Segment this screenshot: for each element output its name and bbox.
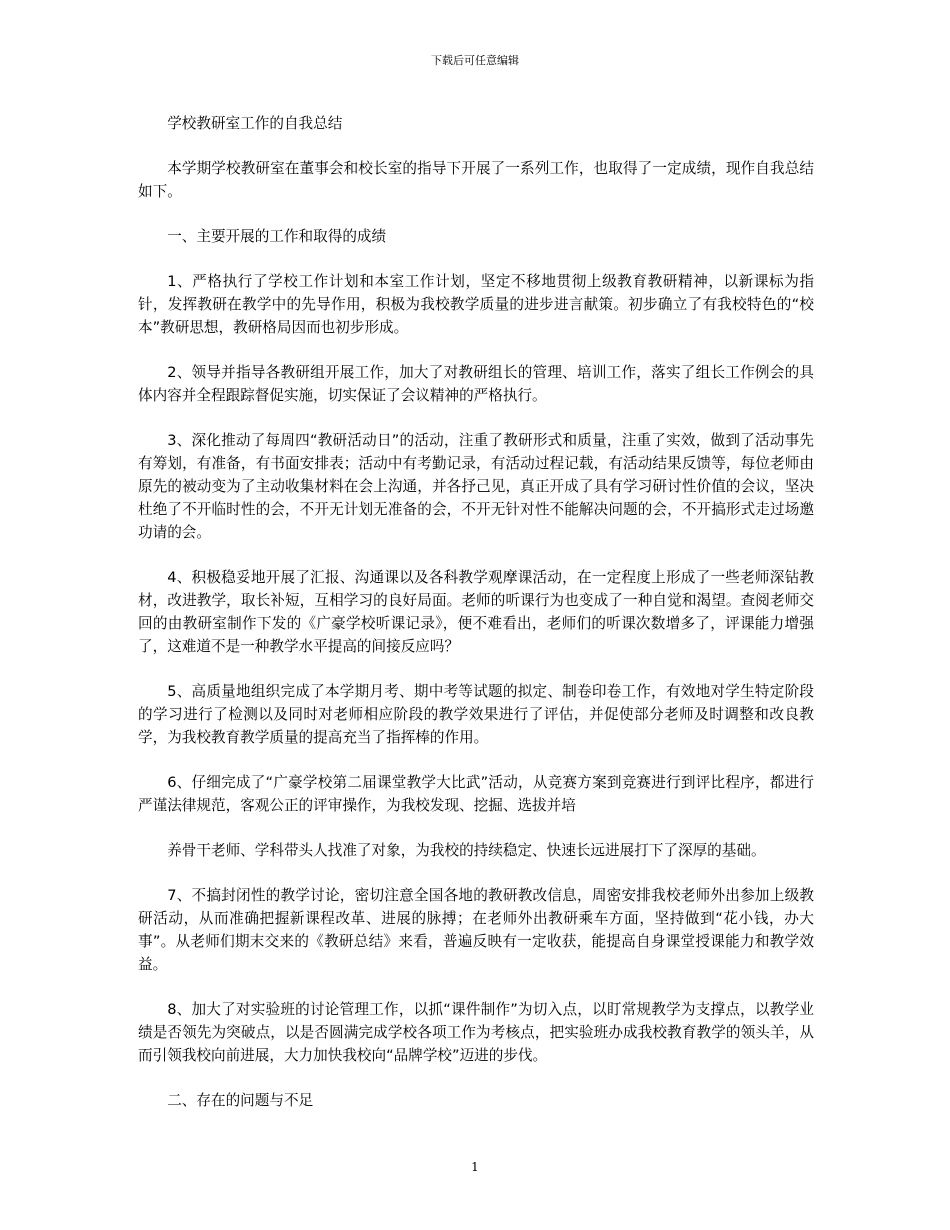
section-heading-achievements: 一、主要开展的工作和取得的成绩 [167, 228, 387, 245]
page-number: 1 [471, 1160, 479, 1174]
paragraph-item-1: 1、严格执行了学校工作计划和本室工作计划，坚定不移地贯彻上级教育教研精神，以新课标为指针，发挥教研在教学中的先导作用，积极为我校教学质量的进步进言献策。初步确立了有我校特色的“校本”教研思想，教研格局因而也初步形成。 [138, 273, 814, 336]
header-note: 下载后可任意编辑 [431, 54, 519, 67]
paragraph-item-4: 4、积极稳妥地开展了汇报、沟通课以及各科教学观摩课活动，在一定程度上形成了一些老师深钻教材，改进教学，取长补短，互相学习的良好局面。老师的听课行为也变成了一种自觉和渴望。查阅老师交回的由教研室制作下发的《广豪学校听课记录》，便不难看出，老师们的听课次数增多了，评课能力增强了，这难道不是一种教学水平提高的间接反应吗？ [138, 569, 814, 655]
paragraph-item-3: 3、深化推动了每周四“教研活动日”的活动，注重了教研形式和质量，注重了实效，做到了活动事先有筹划，有准备，有书面安排表；活动中有考勤记录，有活动过程记载，有活动结果反馈等，每位老师由原先的被动变为了主动收集材料在会上沟通，并各抒己见，真正开成了具有学习研讨性价值的会议，坚决杜绝了不开临时性的会，不开无计划无准备的会，不开无针对性不能解决问题的会，不开搞形式走过场邀功请的会。 [138, 432, 814, 541]
paragraph-item-2: 2、领导并指导各教研组开展工作，加大了对教研组长的管理、培训工作，落实了组长工作例会的具体内容并全程跟踪督促实施，切实保证了会议精神的严格执行。 [138, 364, 814, 404]
paragraph-intro: 本学期学校教研室在董事会和校长室的指导下开展了一系列工作，也取得了一定成绩，现作自我总结如下。 [138, 160, 814, 200]
paragraph-item-6: 6、仔细完成了“广豪学校第二届课堂教学大比武”活动，从竞赛方案到竞赛进行到评比程序，都进行严谨法律规范，客观公正的评审操作，为我校发现、挖掘、选拔并培 [138, 774, 814, 814]
paragraph-item-7: 7、不搞封闭性的教学讨论，密切注意全国各地的教研教改信息，周密安排我校老师外出参加上级教研活动，从而准确把握新课程改革、进展的脉搏；在老师外出教研乘车方面，坚持做到“花小钱，办大事”。从老师们期末交来的《教研总结》来看，普遍反映有一定收获，能提高自身课堂授课能力和教学效益。 [138, 887, 814, 973]
paragraph-item-6-continued: 养骨干老师、学科带头人找准了对象，为我校的持续稳定、快速长远进展打下了深厚的基础。 [167, 842, 766, 859]
document-body [138, 112, 814, 1134]
paragraph-item-8: 8、加大了对实验班的讨论管理工作，以抓“课件制作”为切入点，以盯常规教学为支撑点，以教学业绩是否领先为突破点，以是否圆满完成学校各项工作为考核点，把实验班办成我校教育教学的领头羊，从而引领我校向前进展，大力加快我校向“品牌学校”迈进的步伐。 [138, 1001, 814, 1064]
section-heading-problems: 二、存在的问题与不足 [167, 1092, 314, 1109]
paragraph-item-5: 5、高质量地组织完成了本学期月考、期中考等试题的拟定、制卷印卷工作，有效地对学生特定阶段的学习进行了检测以及同时对老师相应阶段的教学效果进行了评估，并促使部分老师及时调整和改良教学，为我校教育教学质量的提高充当了指挥棒的作用。 [138, 683, 814, 746]
document-title: 学校教研室工作的自我总结 [167, 115, 343, 132]
